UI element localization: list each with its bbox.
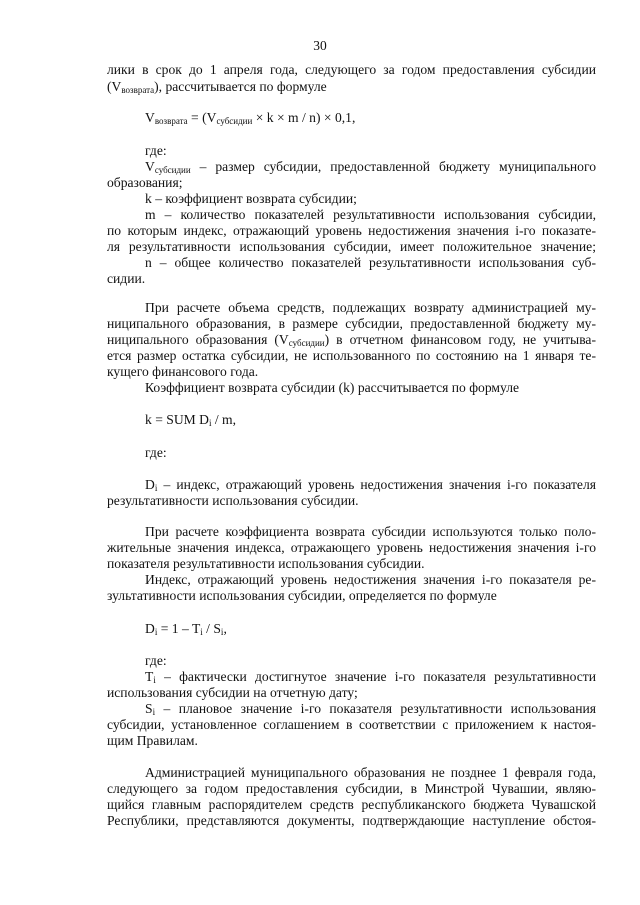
text-line: ля результативности использования субсидии, имеет положительное значение; xyxy=(107,239,596,254)
text-line: При расчете объема средств, подлежащих возврату администрацией му- xyxy=(145,300,596,315)
text-line: ется размер остатка субсидии, не использованного по состоянию на 1 января те- xyxy=(107,348,596,363)
text-line: использования субсидии на отчетную дату; xyxy=(107,685,358,700)
page-number: 30 xyxy=(313,38,327,53)
text-line: ниципального образования $(V_{субсидии})$ в отчетном финансовом году, не учитыва- xyxy=(107,332,596,348)
text-line: лики в срок до 1 апреля года, следующего за годом предоставления субсидии xyxy=(107,62,596,77)
text-line: жительные значения индекса, отражающего уровень недостижения значения i-го xyxy=(107,540,596,555)
text-line: субсидии, установленное соглашением в соответствии с приложением к настоя- xyxy=(107,717,596,732)
text-line: Индекс, отражающий уровень недостижения значения i-го показателя ре- xyxy=(145,572,596,587)
text-line: n – общее количество показателей результативности использования суб- xyxy=(145,255,596,270)
text-line: $(V_{возврата})$, рассчитывается по формуле xyxy=(107,79,327,95)
formula-index: $D_i = 1 - T_i / S_i$, xyxy=(145,621,227,637)
text-line: щийся главным распорядителем средств республиканского бюджета Чувашской xyxy=(107,797,596,812)
text-line: результативности использования субсидии. xyxy=(107,493,359,508)
text-line: кущего финансового года. xyxy=(107,364,259,379)
text-line: $S_i$ – плановое значение i-го показателя результативности использования xyxy=(145,701,596,717)
text-line: ниципального образования, в размере субсидии, предоставленной бюджету му- xyxy=(107,316,596,331)
text-line: сидии. xyxy=(107,271,146,286)
text-line: m – количество показателей результативности использования субсидии, xyxy=(145,207,596,222)
formula-coefficient: k = SUM $D_i$ / m, xyxy=(145,412,237,428)
text-line: $D_i$ – индекс, отражающий уровень недостижения значения i-го показателя xyxy=(145,477,596,493)
text-line: Республики, представляются документы, подтверждающие наступление обстоя- xyxy=(107,813,596,828)
text-line: $T_i$ – фактически достигнутое значение i-го показателя результативности xyxy=(145,669,596,685)
text-line: по которым индекс, отражающий уровень недостижения значения i-го показате- xyxy=(107,223,596,238)
text-line: следующего за годом предоставления субсидии, в Минстрой Чувашии, являю- xyxy=(107,781,596,796)
text-line: Коэффициент возврата субсидии (k) рассчитывается по формуле xyxy=(145,380,520,395)
text-line: где: xyxy=(145,445,167,460)
text-line: показателя результативности использования субсидии. xyxy=(107,556,425,571)
text-line: где: xyxy=(145,653,167,668)
text-line: образования; xyxy=(107,175,183,190)
text-line: При расчете коэффициента возврата субсидии используются только поло- xyxy=(145,524,596,539)
formula-refund: $V_{возврата} = (V_{субсидии} \times k \times m / n) \times 0,1$, xyxy=(145,110,356,126)
text-line: $V_{субсидии}$ – размер субсидии, предоставленной бюджету муниципального xyxy=(145,159,596,175)
text-line: зультативности использования субсидии, определяется по формуле xyxy=(107,588,497,603)
text-line: Администрацией муниципального образования не позднее 1 февраля года, xyxy=(145,765,596,780)
text-line: щим Правилам. xyxy=(107,733,198,748)
text-line: где: xyxy=(145,143,167,158)
text-line: k – коэффициент возврата субсидии; xyxy=(145,191,357,206)
